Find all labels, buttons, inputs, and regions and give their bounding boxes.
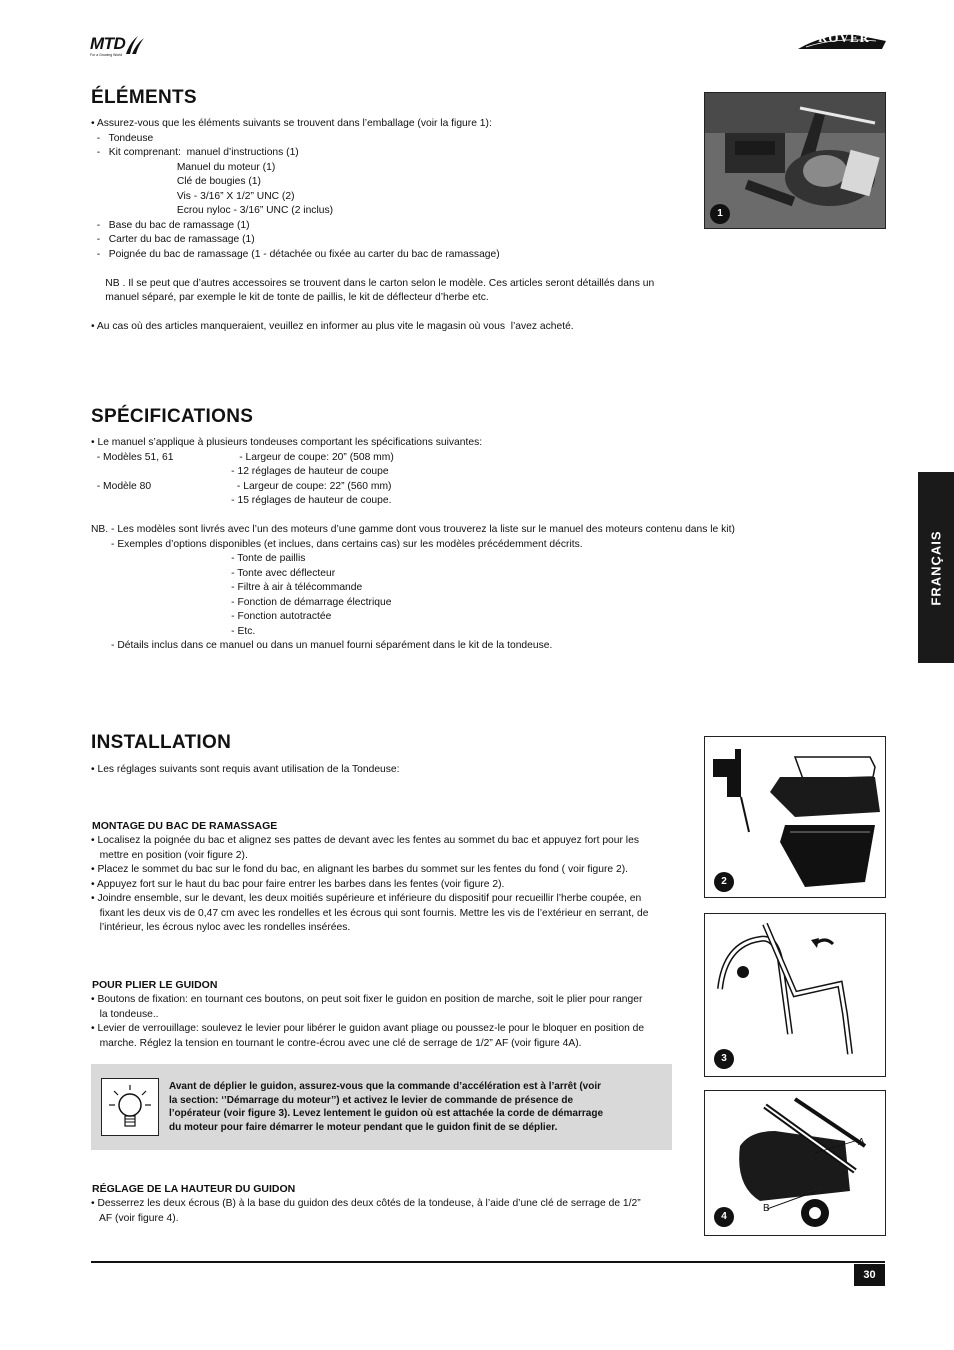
specifications-line: NB. - Les modèles sont livrés avec l’un des moteurs d’une gamme dont vous trouverez la liste sur le manuel des moteurs contenu dans le kit): [91, 524, 735, 535]
montage-body: [91, 834, 648, 936]
montage-line: • Appuyez fort sur le haut du bac pour faire entrer les barbes dans les fentes (voir figure 2).: [91, 878, 505, 890]
specifications-title: SPÉCIFICATIONS: [91, 406, 254, 427]
figure-2-diagram: [704, 736, 886, 898]
figure-1-badge: 1: [710, 204, 730, 224]
plier-line: • Levier de verrouillage: soulevez le levier pour libérer le guidon avant pliage ou poussez-le pour le bloquer en position de: [91, 1023, 645, 1034]
plier-body: [91, 993, 644, 1051]
installation-title: INSTALLATION: [91, 732, 232, 753]
elements-title: ÉLÉMENTS: [91, 87, 197, 108]
mtd-logo-tagline: For a Growing World: [90, 53, 123, 57]
montage-line: mettre en position (voir figure 2).: [91, 849, 248, 861]
hauteur-title: RÉGLAGE DE LA HAUTEUR DU GUIDON: [92, 1183, 296, 1195]
warning-note-line: du moteur pour faire démarrer le moteur pendant que le guidon finit de se déplier.: [169, 1121, 558, 1133]
footer-rule: [91, 1261, 885, 1263]
figure-3-badge: 3: [714, 1049, 734, 1069]
handle-fold-icon: [705, 914, 885, 1076]
elements-body: [91, 117, 654, 335]
warning-note-line: l’opérateur (voir figure 3). Levez lentement le guidon où est attachée la corde de démarrage: [169, 1108, 604, 1119]
grass-bag-assembly-icon: [705, 737, 885, 897]
figure-4-badge: 4: [714, 1207, 734, 1227]
specifications-line: - Fonction de démarrage électrique: [91, 596, 392, 608]
figure-3-diagram: [704, 913, 886, 1077]
montage-line: fixant les deux vis de 0,47 cm avec les rondelles et les écrous qui sont fournis. Mettre les vis de l’extérieur en serrant, de: [91, 907, 649, 919]
specifications-line: - 15 réglages de hauteur de coupe.: [91, 495, 392, 506]
specifications-body: [91, 436, 735, 654]
figure-4-diagram: [704, 1090, 886, 1236]
figure-4-label-b: B: [763, 1203, 770, 1214]
hauteur-body: [91, 1197, 641, 1226]
plier-title: POUR PLIER LE GUIDON: [92, 979, 218, 991]
specifications-line: - 12 réglages de hauteur de coupe: [91, 466, 389, 477]
warning-note: [91, 1064, 672, 1150]
specifications-line: - Modèle 80 - Largeur de coupe: 22” (560 mm): [91, 480, 392, 492]
specifications-line: - Fonction autotractée: [91, 611, 332, 622]
elements-line: Ecrou nyloc - 3/16” UNC (2 inclus): [91, 205, 334, 216]
elements-line: - Base du bac de ramassage (1): [91, 219, 250, 231]
page-number: 30: [854, 1264, 885, 1286]
specifications-line: [91, 509, 735, 524]
plier-line: la tondeuse..: [91, 1008, 159, 1020]
elements-line: - Poignée du bac de ramassage (1 - détachée ou fixée au carter du bac de ramassage): [91, 248, 500, 260]
elements-line: • Au cas où des articles manqueraient, veuillez en informer au plus vite le magasin où vous l’avez acheté.: [91, 321, 574, 332]
hauteur-line: AF (voir figure 4).: [91, 1212, 179, 1224]
lawnmower-photo-icon: [705, 93, 885, 228]
specifications-line: - Etc.: [91, 625, 256, 637]
elements-line: NB . Il se peut que d’autres accessoires se trouvent dans le carton selon le modèle. Ces articles seront détaillés dans un: [91, 277, 655, 289]
specifications-line: - Filtre à air à télécommande: [91, 582, 363, 593]
plier-line: marche. Réglez la tension en tournant le contre-écrou avec une clé de serrage de 1/2” AF (voir figure 4A).: [91, 1037, 582, 1049]
specifications-line: - Tonte avec déflecteur: [91, 567, 336, 579]
plier-line: • Boutons de fixation: en tournant ces boutons, on peut soit fixer le guidon en position de marche, soit le plier pour ranger: [91, 994, 643, 1005]
montage-line: • Localisez la poignée du bac et alignez ses pattes de devant avec les fentes au sommet du bac et appuyez fort pour les: [91, 835, 639, 846]
elements-line: Vis - 3/16” X 1/2” UNC (2): [91, 190, 295, 202]
rover-logo: [796, 27, 888, 53]
figure-4-label-a: A: [858, 1137, 865, 1148]
lightbulb-icon: [102, 1079, 158, 1135]
specifications-line: - Tonte de paillis: [91, 553, 306, 564]
specifications-line: - Détails inclus dans ce manuel ou dans un manuel fourni séparément dans le kit de la tondeuse.: [91, 640, 553, 651]
grass-icon: [124, 34, 146, 56]
figure-2-badge: 2: [714, 872, 734, 892]
elements-line: Clé de bougies (1): [91, 176, 261, 187]
montage-title: MONTAGE DU BAC DE RAMASSAGE: [92, 820, 278, 832]
mtd-logo-text: MTD: [90, 34, 126, 53]
warning-note-line: Avant de déplier le guidon, assurez-vous que la commande d’accélération est à l’arrêt (voir: [169, 1081, 601, 1092]
lightbulb-icon-frame: [101, 1078, 159, 1136]
language-tab-label: FRANÇAIS: [928, 529, 944, 606]
mtd-logo: [90, 34, 150, 60]
montage-line: • Placez le sommet du bac sur le fond du bac, en alignant les barbes du sommet sur les fentes du fond ( voir figure 2).: [91, 864, 629, 875]
montage-line: • Joindre ensemble, sur le devant, les deux moitiés supérieure et inférieure du dispositif pour recueillir l’herbe coupée, en: [91, 893, 642, 904]
elements-line: manuel séparé, par exemple le kit de tonte de paillis, le kit de déflecteur d’herbe etc.: [91, 292, 489, 303]
elements-line: • Assurez-vous que les éléments suivants se trouvent dans l’emballage (voir la figure 1):: [91, 118, 492, 129]
elements-line: [91, 262, 654, 277]
hauteur-line: • Desserrez les deux écrous (B) à la base du guidon des deux côtés de la tondeuse, à l’aide d’une clé de serrage de 1/2”: [91, 1198, 641, 1209]
warning-note-line: la section: ‘’Démarrage du moteur’’) et activez le levier de commande de présence de: [169, 1094, 574, 1106]
elements-line: [91, 306, 654, 321]
elements-line: - Carter du bac de ramassage (1): [91, 234, 255, 245]
figure-1-photo: [704, 92, 886, 229]
montage-line: l’intérieur, les écrous nyloc avec les rondelles insérées.: [91, 922, 351, 933]
elements-line: Manuel du moteur (1): [91, 161, 276, 173]
specifications-line: • Le manuel s’applique à plusieurs tondeuses comportant les spécifications suivantes:: [91, 437, 483, 448]
specifications-line: - Modèles 51, 61 - Largeur de coupe: 20” (508 mm): [91, 451, 394, 463]
elements-line: - Tondeuse: [91, 132, 154, 144]
specifications-line: - Exemples d’options disponibles (et inclues, dans certains cas) sur les modèles précédemment décrits.: [91, 538, 583, 550]
warning-note-text: [169, 1080, 603, 1134]
rover-logo-text: ROVER: [818, 30, 870, 45]
installation-intro: • Les réglages suivants sont requis avant utilisation de la Tondeuse:: [91, 764, 400, 775]
elements-line: - Kit comprenant: manuel d’instructions (1): [91, 147, 299, 158]
language-tab: [918, 472, 954, 663]
